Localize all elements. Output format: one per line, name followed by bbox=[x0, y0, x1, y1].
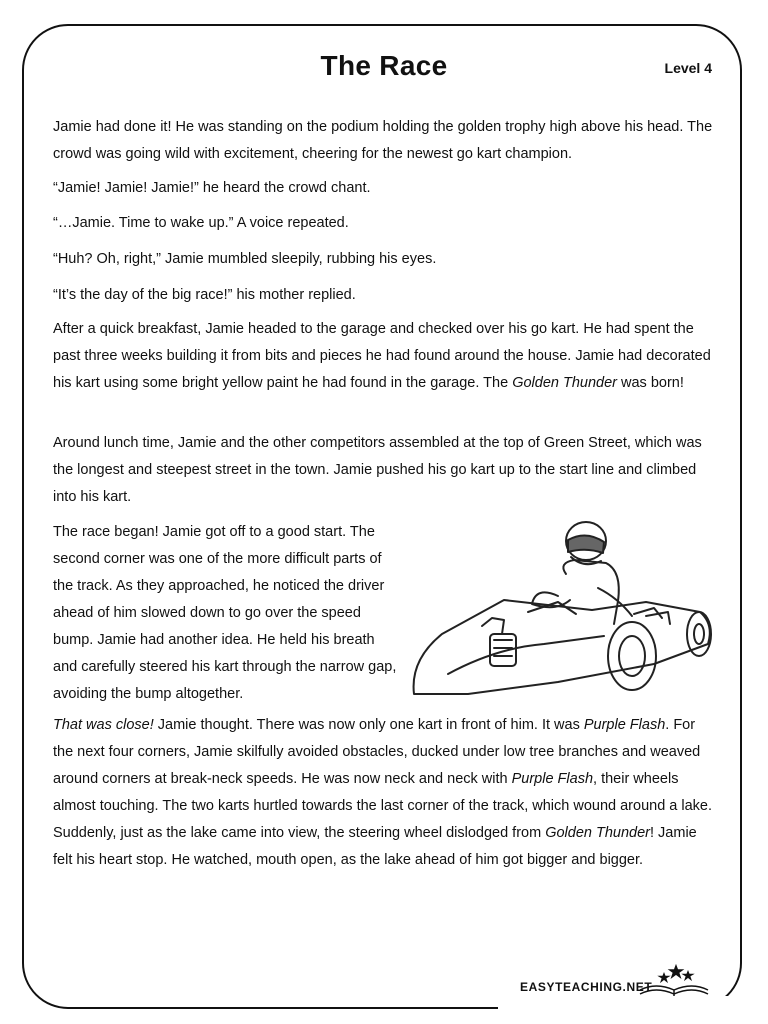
paragraph-5: “It’s the day of the big race!” his mother replied. bbox=[53, 287, 356, 303]
paragraph-6-text-a: After a quick breakfast, Jamie headed to the garage and checked over his go kart. He had spent the past three weeks building it from bits and pieces he had found around the house. Jamie had decorated his kart using some bright yellow paint he had found in the garage. The bbox=[53, 321, 711, 391]
paragraph-8: The race began! Jamie got off to a good start. The second corner was one of the more difficult parts of the track. As they approached, he noticed the driver ahead of him slowed down to go over the speed bump. Jamie had another idea. He held his breath and carefully steered his kart through the narrow gap, avoiding the bump altogether. bbox=[53, 524, 397, 702]
paragraph-4: “Huh? Oh, right,” Jamie mumbled sleepily, rubbing his eyes. bbox=[53, 251, 437, 267]
go-kart-illustration bbox=[408, 516, 724, 706]
page-title: The Race bbox=[320, 50, 448, 81]
footer-brand: EASYTEACHING.NET bbox=[520, 980, 653, 994]
kart-name-golden-thunder-2: Golden Thunder bbox=[545, 825, 650, 841]
paragraph-9-text-c: , their wheels almost touching. The two karts hurtled towards the last corner of the track, which wound around a lake. Suddenly, just as the lake came into view, the steering wheel dislodged from bbox=[53, 771, 713, 841]
paragraph-2: “Jamie! Jamie! Jamie!” he heard the crowd chant. bbox=[53, 180, 371, 196]
paragraph-6 bbox=[53, 316, 718, 397]
open-book-stars-icon bbox=[636, 964, 712, 1000]
paragraph-9-text-b: . For the next four corners, Jamie skilfully avoided obstacles, ducked under low tree branches and weaved around corners at break-neck speeds. He was now neck and neck with bbox=[53, 717, 701, 787]
kart-name-purple-flash-2: Purple Flash bbox=[511, 771, 594, 787]
footer-border-gap bbox=[498, 996, 750, 1016]
level-label: Level 4 bbox=[664, 60, 712, 76]
paragraph-9-text-d: ! Jamie felt his heart stop. He watched, mouth open, as the lake ahead of him got bigger and bigger. bbox=[53, 825, 697, 868]
paragraph-9 bbox=[53, 712, 718, 874]
italic-thought: That was close! bbox=[53, 717, 154, 733]
kart-name-golden-thunder: Golden Thunder bbox=[512, 375, 617, 391]
paragraph-3: “…Jamie. Time to wake up.” A voice repeated. bbox=[53, 215, 349, 231]
paragraph-6-text-b: was born! bbox=[616, 375, 684, 391]
paragraph-1: Jamie had done it! He was standing on the podium holding the golden trophy high above his head. The crowd was going wild with excitement, cheering for the newest go kart champion. bbox=[53, 119, 713, 162]
kart-name-purple-flash: Purple Flash bbox=[583, 717, 666, 733]
paragraph-7: Around lunch time, Jamie and the other competitors assembled at the top of Green Street, which was the longest and steepest street in the town. Jamie pushed his go kart up to the start line and climbed into his kart. bbox=[53, 435, 702, 505]
paragraph-9-text-a: Jamie thought. There was now only one kart in front of him. It was bbox=[153, 717, 584, 733]
